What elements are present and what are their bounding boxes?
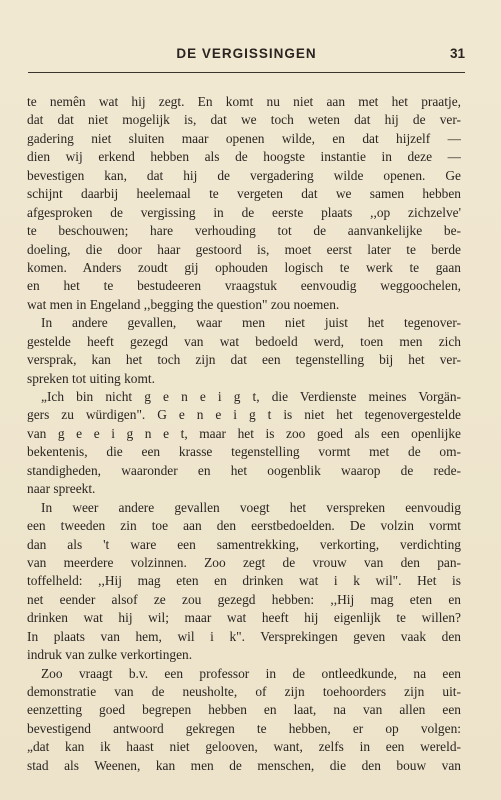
text-line: te nemên wat hij zegt. En komt nu niet aan met het praatje,	[27, 94, 461, 109]
text-line: „Ich bin nicht g e n e i g t, die Verdienste meines Vorgän-	[41, 389, 461, 404]
text-line: bekentenis, die een krasse tegenstelling vormt met de om-	[27, 444, 461, 460]
text-line: drinken wat hij wil; maar wat heeft hij eigenlijk te willen?	[27, 610, 461, 626]
text-line: spreken tot uiting komt.	[27, 370, 155, 386]
text-line: Zoo vraagt b.v. een professor in de ontleedkunde, na een	[41, 665, 461, 681]
text-line: gers zu würdigen". G e n e i g t is niet het tegenovergestelde	[27, 407, 461, 423]
text-line: doeling, die door haar gestoord is, moet eerst later te berde	[27, 241, 461, 257]
text-line: demonstratie van de neusholte, of zijn toehoorders zijn uit-	[27, 684, 461, 699]
text-line: bevestigen kan, dat hij de vergadering wilde openen. Ge	[27, 167, 461, 183]
text-line: In andere gevallen, waar men niet juist het tegenover-	[41, 315, 461, 331]
text-line: versprak, kan het toch zijn dat een tegenstelling bij het ver-	[27, 352, 461, 368]
text-line: In plaats van hem, wil i k". Versprekingen geven vaak den	[27, 628, 461, 644]
text-line: schijnt daarbij heelemaal te vergeten dat we samen hebben	[27, 186, 461, 202]
text-line: net eender alsof ze zou gezegd hebben: ,,Hij mag eten en	[27, 591, 461, 607]
page-number: 31	[449, 46, 465, 61]
text-line: dat dat niet mogelijk is, dat we toch weten dat hij de ver-	[27, 112, 461, 128]
text-line: van meerdere volzinnen. Zoo zegt de vrouw van den pan-	[27, 554, 461, 570]
body-text	[27, 93, 461, 775]
header-rule	[28, 72, 465, 73]
text-line: komen. Anders zoudt gij ophouden logisch te werk te gaan	[27, 259, 461, 275]
text-line: en het te bestudeeren vraagstuk eenvoudig weggoochelen,	[27, 278, 461, 294]
text-line: indruk van zulke verkortingen.	[27, 647, 193, 663]
page-header	[28, 44, 465, 70]
text-line: afgesproken de vergissing in de eerste plaats ,,op zichzelve'	[27, 204, 461, 220]
text-line: dan als 't ware een samentrekking, verkorting, verdichting	[27, 536, 461, 552]
running-title: DE VERGISSINGEN	[176, 46, 317, 61]
text-line: bevestigend antwoord gekregen te hebben, er op volgen:	[27, 720, 461, 736]
text-line: een tweeden zin toe aan den eerstbedoelden. De volzin vormt	[27, 518, 461, 534]
text-line: wat men in Engeland ,,begging the question" zou noemen.	[27, 296, 340, 312]
text-line: „dat kan ik haast niet gelooven, want, zelfs in een wereld-	[27, 739, 461, 755]
text-line: toffelheld: ,,Hij mag eten en drinken wat i k wil". Het is	[27, 573, 461, 589]
text-line: In weer andere gevallen voegt het verspreken eenvoudig	[41, 499, 461, 515]
text-line: standigheden, waaronder en het oogenblik waarop de rede-	[27, 462, 461, 478]
text-line: gadering niet sluiten maar openen wilde, en dat hijzelf —	[27, 130, 461, 146]
text-line: stad als Weenen, kan men de menschen, die den bouw van	[27, 757, 461, 773]
text-line: naar spreekt.	[27, 481, 96, 497]
text-line: dien wij erkend hebben als de hoogste instantie in deze —	[27, 149, 461, 165]
text-line: gestelde heeft gezegd van wat bedoeld werd, toen men zich	[27, 333, 461, 349]
text-line: te beschouwen; hare verhouding tot de aanvankelijke be-	[27, 223, 461, 239]
text-line: van g e e i g n e t, maar het is zoo goed als een openlijke	[27, 425, 461, 441]
text-line: eenzetting goed begrepen hebben en laat, na van allen een	[27, 702, 461, 718]
